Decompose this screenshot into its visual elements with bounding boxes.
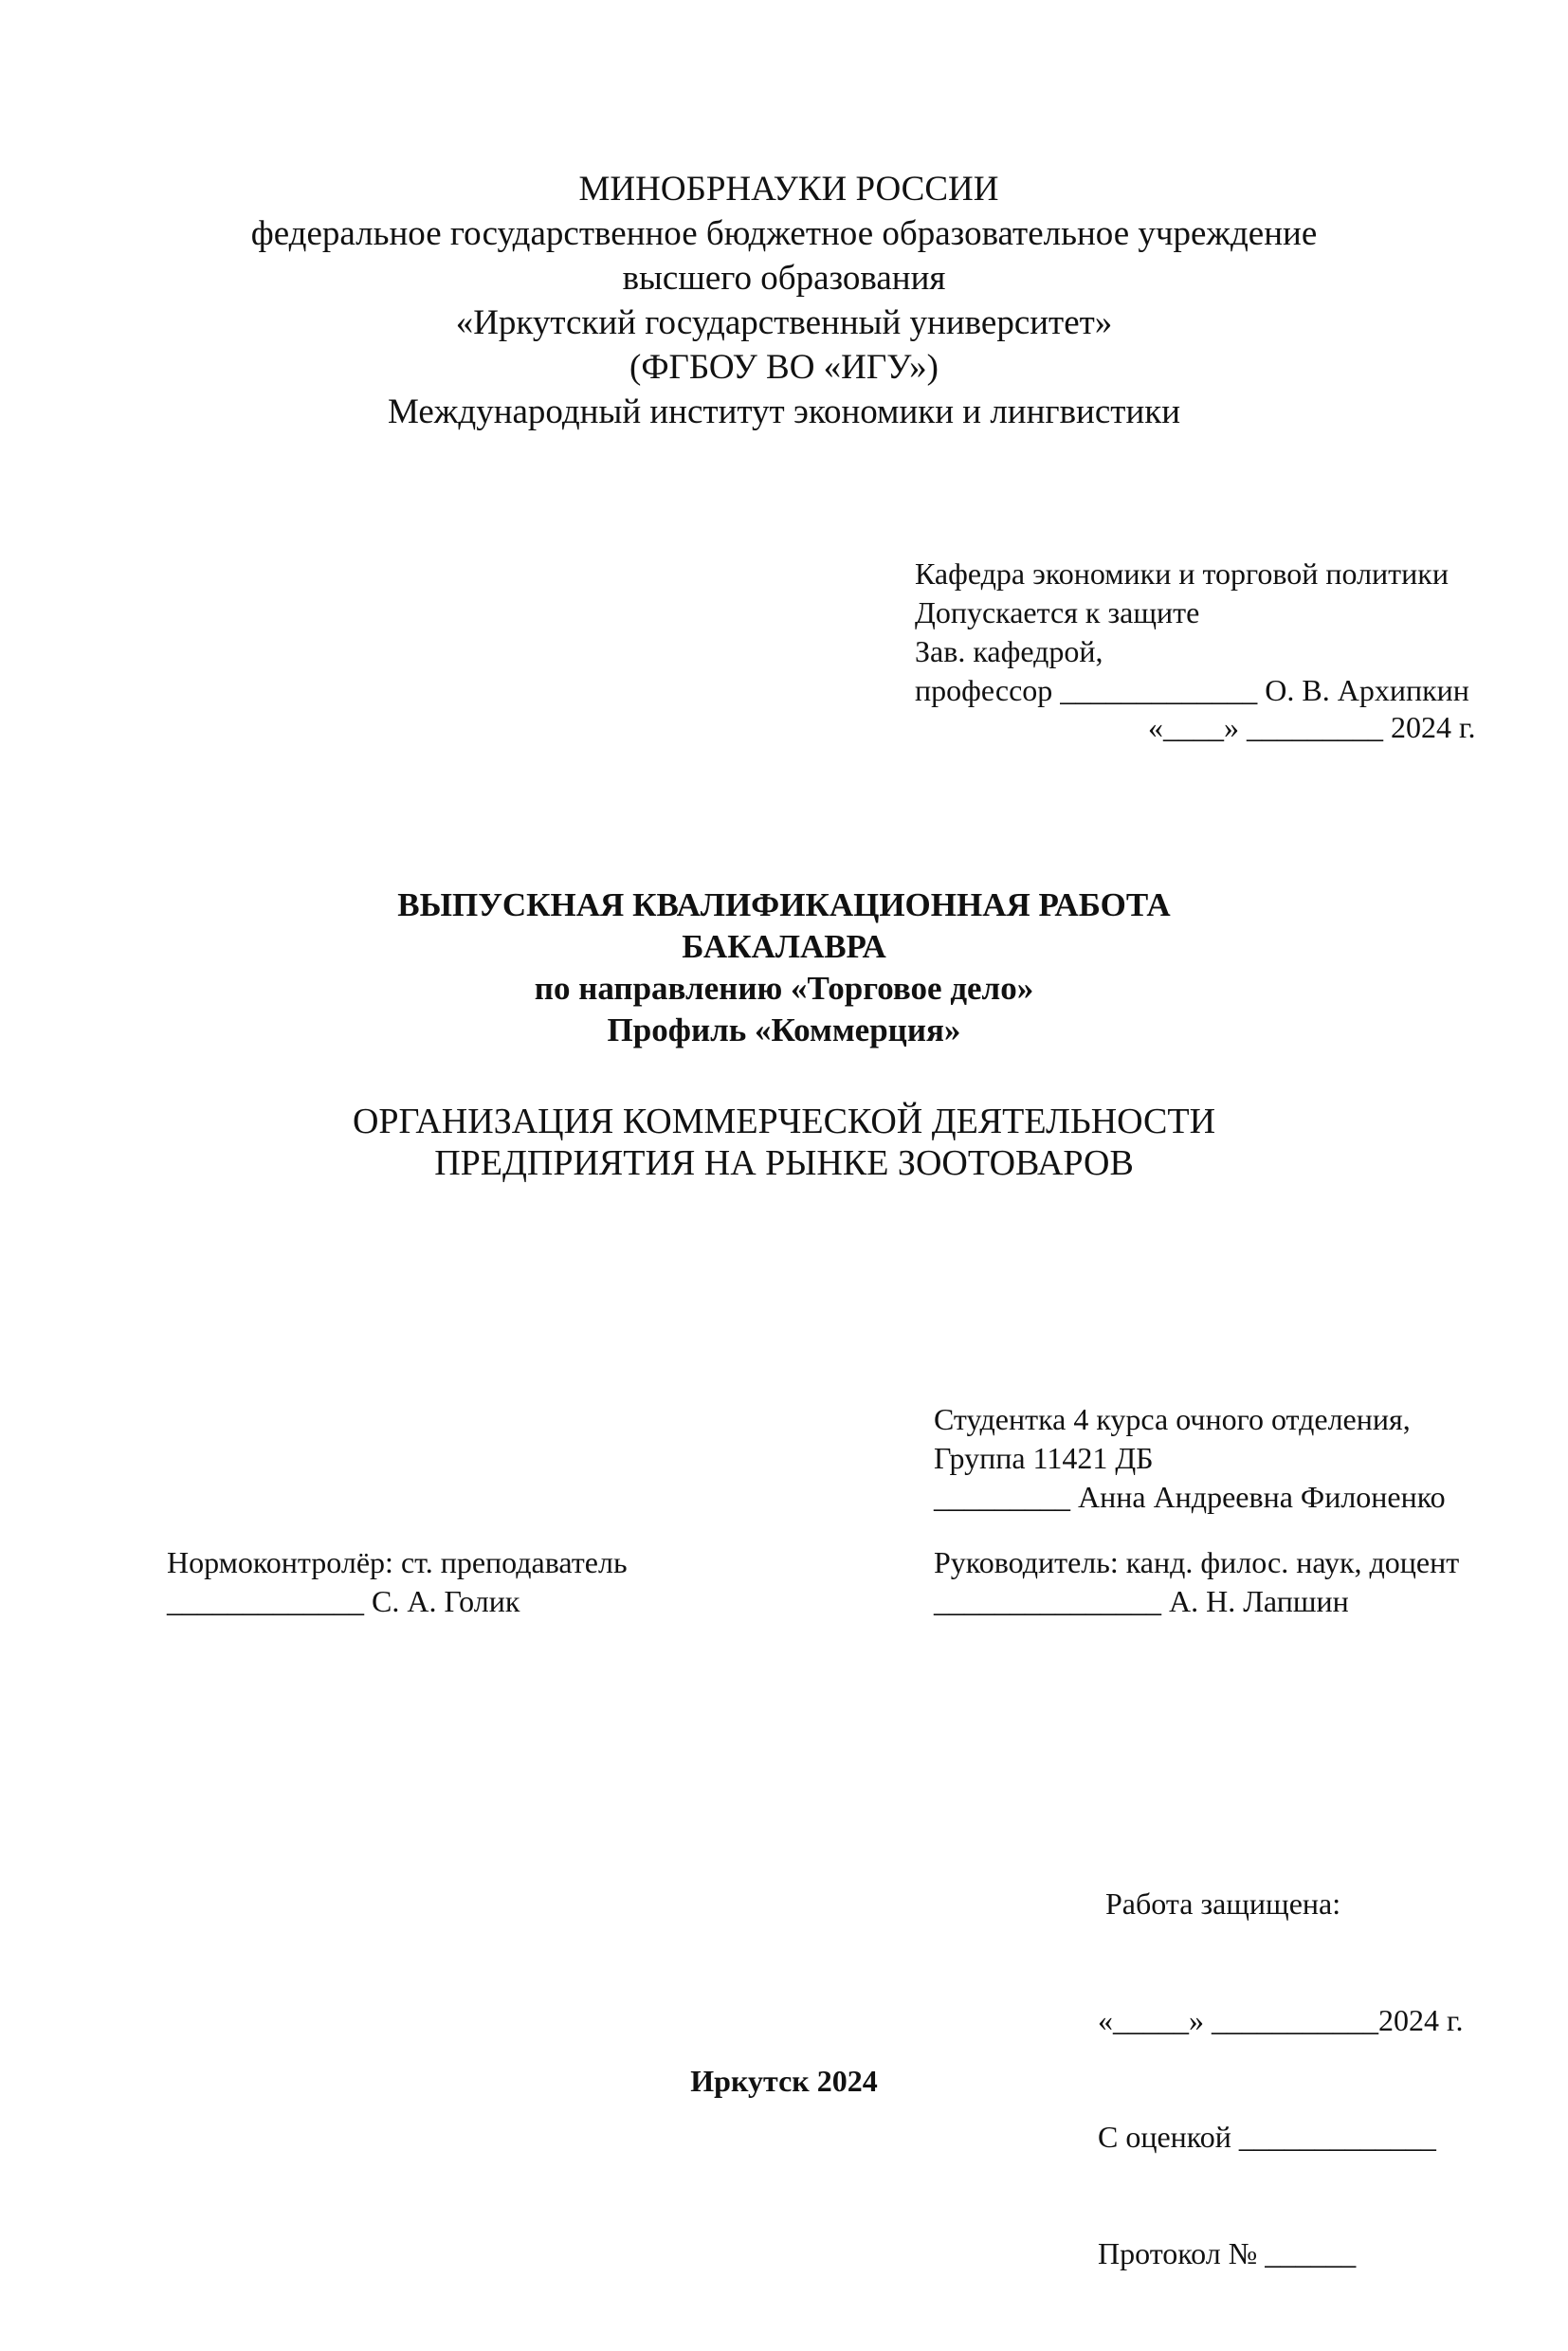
normocontrol-block	[167, 1543, 628, 1621]
institute-name: Международный институт экономики и лингвистики	[387, 392, 1181, 431]
supervisor-title: Руководитель: канд. филос. наук, доцент	[934, 1545, 1460, 1579]
defense-grade: С оценкой _____________	[1098, 2120, 1436, 2154]
defense-date: «_____» ___________2024 г.	[1098, 2003, 1464, 2037]
topic-line-2: ПРЕДПРИЯТИЯ НА РЫНКЕ ЗООТОВАРОВ	[434, 1143, 1134, 1183]
study-direction: по направлению «Торговое дело»	[534, 970, 1034, 1007]
student-course: Студентка 4 курса очного отделения,	[934, 1402, 1411, 1436]
head-title: Зав. кафедрой,	[915, 634, 1103, 668]
ministry-name: МИНОБРНАУКИ РОССИИ	[578, 170, 999, 209]
student-block	[934, 1400, 1446, 1517]
normocontrol-title: Нормоконтролёр: ст. преподаватель	[167, 1545, 628, 1579]
study-profile: Профиль «Коммерция»	[607, 1011, 961, 1048]
education-level: высшего образования	[622, 259, 946, 298]
degree-level: БАКАЛАВРА	[682, 928, 886, 965]
work-title-block	[0, 884, 1568, 1051]
approval-date: «____» _________ 2024 г.	[1148, 710, 1476, 744]
supervisor-block	[934, 1543, 1459, 1621]
header-block	[0, 167, 1568, 434]
defense-status: Работа защищена:	[1098, 1886, 1341, 1921]
head-signature-line: профессор _____________ О. В. Архипкин	[915, 673, 1469, 707]
city-year: Иркутск 2024	[690, 2064, 878, 2098]
defense-protocol: Протокол № ______	[1098, 2236, 1357, 2270]
institution-type: федеральное государственное бюджетное образовательное учреждение	[250, 214, 1318, 253]
work-type: ВЫПУСКНАЯ КВАЛИФИКАЦИОННАЯ РАБОТА	[397, 886, 1171, 923]
student-signature-line: _________ Анна Андреевна Филоненко	[934, 1480, 1446, 1514]
student-group: Группа 11421 ДБ	[934, 1441, 1154, 1475]
normocontrol-signature-line: _____________ С. А. Голик	[167, 1584, 520, 1618]
admission-note: Допускается к защите	[915, 595, 1200, 629]
topic-line-1: ОРГАНИЗАЦИЯ КОММЕРЧЕСКОЙ ДЕЯТЕЛЬНОСТИ	[352, 1102, 1216, 1141]
university-name: «Иркутский государственный университет»	[455, 303, 1113, 342]
supervisor-signature-line: _______________ А. Н. Лапшин	[934, 1584, 1349, 1618]
thesis-topic	[0, 1101, 1568, 1184]
approval-block	[915, 555, 1469, 710]
university-abbreviation: (ФГБОУ ВО «ИГУ»)	[629, 348, 939, 387]
department-name: Кафедра экономики и торговой политики	[915, 556, 1449, 591]
